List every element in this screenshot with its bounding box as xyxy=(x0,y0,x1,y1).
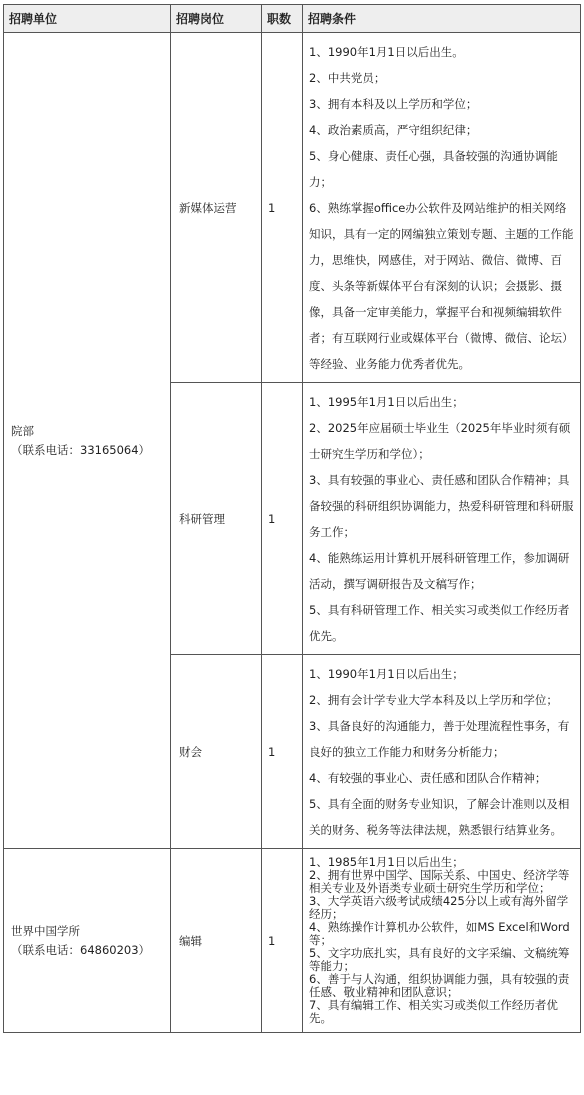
position-count: 1 xyxy=(262,849,303,1033)
table-header-row xyxy=(4,5,581,33)
position-title: 财会 xyxy=(171,655,262,849)
table-row xyxy=(4,849,581,1033)
unit-name: 院部 xyxy=(11,423,34,438)
header-unit: 招聘单位 xyxy=(4,5,171,33)
requirement-item: 5、具有全面的财务专业知识，了解会计准则以及相关的财务、税务等法律法规，熟悉银行结算业务。 xyxy=(309,797,570,837)
position-count: 1 xyxy=(262,383,303,655)
requirement-item: 4、熟练操作计算机办公软件，如MS Excel和Word等； xyxy=(309,920,570,947)
requirement-item: 1、1990年1月1日以后出生。 xyxy=(309,45,464,59)
requirement-item: 3、具备良好的沟通能力，善于处理流程性事务，有良好的独立工作能力和财务分析能力； xyxy=(309,719,570,759)
requirement-item: 6、善于与人沟通，组织协调能力强，具有较强的责任感、敬业精神和团队意识； xyxy=(309,972,570,999)
header-position: 招聘岗位 xyxy=(171,5,262,33)
unit-phone: （联系电话：64860203） xyxy=(11,942,151,957)
requirements-cell xyxy=(303,655,581,849)
requirements-cell xyxy=(303,383,581,655)
requirement-item: 1、1995年1月1日以后出生； xyxy=(309,395,464,409)
requirement-item: 5、身心健康、责任心强，具备较强的沟通协调能力； xyxy=(309,149,558,189)
requirement-item: 4、政治素质高，严守组织纪律； xyxy=(309,123,478,137)
unit-name: 世界中国学所 xyxy=(11,923,80,938)
requirement-item: 2、拥有会计学专业大学本科及以上学历和学位； xyxy=(309,693,558,707)
requirement-item: 1、1985年1月1日以后出生； xyxy=(309,855,464,869)
requirement-item: 4、能熟练运用计算机开展科研管理工作，参加调研活动，撰写调研报告及文稿写作； xyxy=(309,551,570,591)
requirement-item: 4、有较强的事业心、责任感和团队合作精神； xyxy=(309,771,547,785)
position-count: 1 xyxy=(262,33,303,383)
requirements-cell xyxy=(303,33,581,383)
table-row xyxy=(4,33,581,383)
position-title: 科研管理 xyxy=(171,383,262,655)
header-count: 职数 xyxy=(262,5,303,33)
requirement-item: 6、熟练掌握office办公软件及网站维护的相关网络知识，具有一定的网编独立策划专题、主题的工作能力，思维快，网感佳，对于网站、微信、微博、百度、头条等新媒体平台有深刻的认识；会摄影、摄像，具备一定审美能力，掌握平台和视频编辑软件者；有互联网行业或媒体平台（微博、微信、论坛）等经验、业务能力优秀者优先。 xyxy=(309,201,574,371)
requirement-item: 2、2025年应届硕士毕业生（2025年毕业时须有硕士研究生学历和学位）； xyxy=(309,421,571,461)
position-title: 新媒体运营 xyxy=(171,33,262,383)
requirement-item: 3、大学英语六级考试成绩425分以上或有海外留学经历； xyxy=(309,894,569,921)
requirement-item: 1、1990年1月1日以后出生； xyxy=(309,667,464,681)
requirement-item: 5、文字功底扎实，具有良好的文字采编、文稿统筹等能力； xyxy=(309,946,570,973)
unit-cell xyxy=(4,849,171,1033)
unit-cell xyxy=(4,33,171,849)
position-title: 编辑 xyxy=(171,849,262,1033)
requirement-item: 5、具有科研管理工作、相关实习或类似工作经历者优先。 xyxy=(309,603,570,643)
requirement-item: 2、中共党员； xyxy=(309,71,386,85)
position-count: 1 xyxy=(262,655,303,849)
recruitment-table xyxy=(3,4,581,1033)
requirements-cell xyxy=(303,849,581,1033)
header-requirements: 招聘条件 xyxy=(303,5,581,33)
unit-phone: （联系电话：33165064） xyxy=(11,442,151,457)
requirement-item: 3、具有较强的事业心、责任感和团队合作精神；具备较强的科研组织协调能力，热爱科研管理和科研服务工作； xyxy=(309,473,574,539)
requirement-item: 7、具有编辑工作、相关实习或类似工作经历者优先。 xyxy=(309,998,558,1025)
requirement-item: 2、拥有世界中国学、国际关系、中国史、经济学等相关专业及外语类专业硕士研究生学历和学位； xyxy=(309,868,570,895)
requirement-item: 3、拥有本科及以上学历和学位； xyxy=(309,97,478,111)
